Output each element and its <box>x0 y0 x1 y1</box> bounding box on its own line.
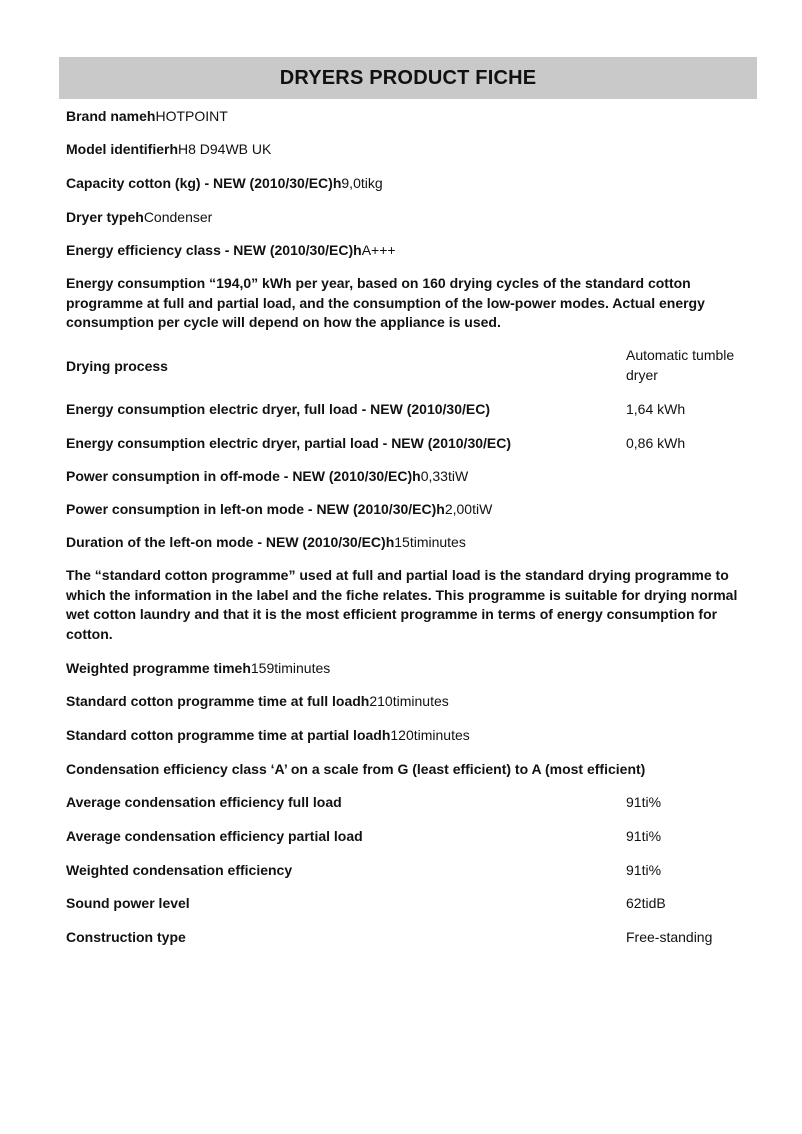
capacity-line <box>66 173 383 193</box>
energy-class-line <box>66 240 396 260</box>
model-identifier-line <box>66 139 271 159</box>
off-mode-value: 0,33tiW <box>420 468 469 484</box>
energy-class-value: A+++ <box>361 242 396 258</box>
page-title: DRYERS PRODUCT FICHE <box>279 66 537 89</box>
capacity-label: Capacity cotton (kg) - NEW (2010/30/EC)h <box>66 175 342 191</box>
brand-name-value: HOTPOINT <box>155 108 228 124</box>
energy-full-load-label: Energy consumption electric dryer, full load - NEW (2010/30/EC) <box>66 401 490 417</box>
energy-partial-load-value: 0,86 kWh <box>626 435 686 451</box>
brand-name-label: Brand nameh <box>66 108 156 124</box>
left-on-mode-line <box>66 499 492 519</box>
energy-class-label: Energy efficiency class - NEW (2010/30/EC)h <box>66 242 362 258</box>
model-identifier-value: H8 D94WB UK <box>178 141 272 157</box>
full-load-time-label: Standard cotton programme time at full loadh <box>66 693 370 709</box>
model-identifier-label: Model identifierh <box>66 141 178 157</box>
dryer-type-value: Condenser <box>143 209 213 225</box>
standard-programme-paragraph: The “standard cotton programme” used at full and partial load is the standard drying programme to which the information in the label and the fiche relates. This programme is suitable for drying normal wet cotton laundry and that it is the most efficient programme in terms of energy consumption for cotton. <box>66 567 738 642</box>
sound-power-value: 62tidB <box>626 895 666 911</box>
energy-consumption-paragraph: Energy consumption “194,0” kWh per year, based on 160 drying cycles of the standard cotton programme at full and partial load, and the consumption of the low-power modes. Actual energy consumption per cycle will depend on how the appliance is used. <box>66 275 705 330</box>
title-bar <box>59 57 757 99</box>
condensation-full-value: 91ti% <box>626 794 662 810</box>
condensation-weighted-label: Weighted condensation efficiency <box>66 862 293 878</box>
condensation-partial-label: Average condensation efficiency partial load <box>66 828 363 844</box>
full-load-time-value: 210timinutes <box>369 693 449 709</box>
sound-power-label: Sound power level <box>66 895 190 911</box>
construction-type-label: Construction type <box>66 929 186 945</box>
left-on-mode-value: 2,00tiW <box>444 501 493 517</box>
off-mode-label: Power consumption in off-mode - NEW (2010/30/EC)h <box>66 468 421 484</box>
brand-name-line <box>66 106 228 126</box>
condensation-weighted-value: 91ti% <box>626 862 662 878</box>
weighted-time-value: 159timinutes <box>250 660 331 676</box>
dryer-type-line <box>66 207 212 227</box>
energy-full-load-value: 1,64 kWh <box>626 401 686 417</box>
construction-type-value: Free-standing <box>626 929 713 945</box>
left-on-mode-label: Power consumption in left-on mode - NEW (2010/30/EC)h <box>66 501 445 517</box>
partial-load-time-line <box>66 725 470 745</box>
condensation-heading: Condensation efficiency class ‘A’ on a scale from G (least efficient) to A (most efficient) <box>66 761 646 777</box>
left-on-duration-line <box>66 532 466 552</box>
weighted-time-label: Weighted programme timeh <box>66 660 251 676</box>
partial-load-time-value: 120timinutes <box>390 727 470 743</box>
energy-partial-load-label: Energy consumption electric dryer, partial load - NEW (2010/30/EC) <box>66 435 512 451</box>
capacity-value: 9,0tikg <box>341 175 383 191</box>
off-mode-line <box>66 466 468 486</box>
dryer-type-label: Dryer typeh <box>66 209 144 225</box>
drying-process-label: Drying process <box>66 358 168 374</box>
drying-process-value: Automatic tumble dryer <box>626 347 735 383</box>
left-on-duration-label: Duration of the left-on mode - NEW (2010/30/EC)h <box>66 534 395 550</box>
left-on-duration-value: 15timinutes <box>394 534 466 550</box>
full-load-time-line <box>66 691 449 711</box>
condensation-partial-value: 91ti% <box>626 828 662 844</box>
condensation-full-label: Average condensation efficiency full load <box>66 794 342 810</box>
partial-load-time-label: Standard cotton programme time at partial loadh <box>66 727 391 743</box>
weighted-time-line <box>66 658 330 678</box>
